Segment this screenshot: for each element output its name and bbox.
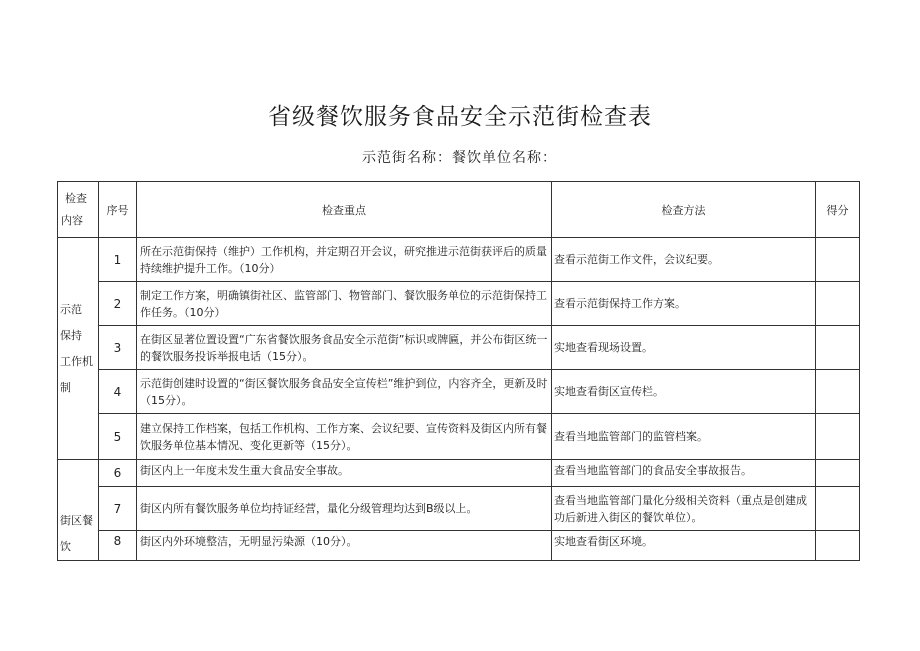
row-method: 查看示范街保持工作方案。 xyxy=(552,282,816,326)
row-score[interactable] xyxy=(816,282,860,326)
table-row xyxy=(58,414,860,460)
table-row xyxy=(58,487,860,531)
table-row xyxy=(58,460,860,487)
header-category-line1: 检查 xyxy=(65,191,87,205)
table-row xyxy=(58,370,860,414)
row-seq: 5 xyxy=(99,414,137,460)
header-category xyxy=(58,182,99,238)
category-mechanism-line: 工作机 xyxy=(60,354,93,368)
row-method: 实地查看街区宣传栏。 xyxy=(552,370,816,414)
row-method: 实地查看现场设置。 xyxy=(552,326,816,370)
row-score[interactable] xyxy=(816,531,860,561)
row-seq: 3 xyxy=(99,326,137,370)
row-seq: 6 xyxy=(99,460,137,487)
row-focus: 制定工作方案，明确镇街社区、监管部门、物管部门、餐饮服务单位的示范街保持工作任务。（10分） xyxy=(137,282,552,326)
row-focus: 在街区显著位置设置“广东省餐饮服务食品安全示范街”标识或牌匾，并公布街区统一的餐饮服务投诉举报电话（15分）。 xyxy=(137,326,552,370)
row-focus: 建立保持工作档案，包括工作机构、工作方案、会议纪要、宣传资料及街区内所有餐饮服务单位基本情况、变化更新等（15分）。 xyxy=(137,414,552,460)
header-score: 得分 xyxy=(816,182,860,238)
header-category-line2: 内容 xyxy=(61,213,83,227)
row-score[interactable] xyxy=(816,238,860,282)
row-method: 查看示范街工作文件，会议纪要。 xyxy=(552,238,816,282)
row-focus: 街区内上一年度未发生重大食品安全事故。 xyxy=(137,460,552,487)
header-seq: 序号 xyxy=(99,182,137,238)
row-score[interactable] xyxy=(816,487,860,531)
row-score[interactable] xyxy=(816,414,860,460)
row-focus: 街区内外环境整洁，无明显污染源（10分）。 xyxy=(137,531,552,561)
header-method: 检查方法 xyxy=(552,182,816,238)
category-mechanism xyxy=(58,238,99,460)
table-header-row xyxy=(58,182,860,238)
table-row xyxy=(58,282,860,326)
row-score[interactable] xyxy=(816,370,860,414)
category-street-line: 街区餐 xyxy=(60,514,93,527)
row-method: 实地查看街区环境。 xyxy=(552,531,816,561)
row-seq: 4 xyxy=(99,370,137,414)
table-row xyxy=(58,531,860,561)
row-seq: 8 xyxy=(99,531,137,561)
row-seq: 2 xyxy=(99,282,137,326)
category-mechanism-line: 保持 xyxy=(60,328,82,342)
row-score[interactable] xyxy=(816,460,860,487)
subtitle: 示范街名称：餐饮单位名称： xyxy=(362,150,557,166)
table-row xyxy=(58,238,860,282)
category-street xyxy=(58,460,99,561)
category-mechanism-line: 制 xyxy=(60,380,71,394)
row-focus: 所在示范街保持（维护）工作机构，并定期召开会议，研究推进示范街获评后的质量持续维护提升工作。（10分） xyxy=(137,238,552,282)
row-focus: 示范街创建时设置的“街区餐饮服务食品安全宣传栏”维护到位，内容齐全，更新及时（15分）。 xyxy=(137,370,552,414)
row-seq: 7 xyxy=(99,487,137,531)
row-method: 查看当地监管部门的监管档案。 xyxy=(552,414,816,460)
row-seq: 1 xyxy=(99,238,137,282)
table-row xyxy=(58,326,860,370)
category-mechanism-line: 示范 xyxy=(60,302,82,316)
category-street-line: 饮 xyxy=(60,540,71,553)
row-focus: 街区内所有餐饮服务单位均持证经营，量化分级管理均达到B级以上。 xyxy=(137,487,552,531)
row-score[interactable] xyxy=(816,326,860,370)
inspection-table xyxy=(57,181,860,561)
page-title: 省级餐饮服务食品安全示范街检查表 xyxy=(268,104,652,130)
row-method: 查看当地监管部门量化分级相关资料（重点是创建成功后新进入街区的餐饮单位）。 xyxy=(552,487,816,531)
header-focus: 检查重点 xyxy=(137,182,552,238)
row-method: 查看当地监管部门的食品安全事故报告。 xyxy=(552,460,816,487)
